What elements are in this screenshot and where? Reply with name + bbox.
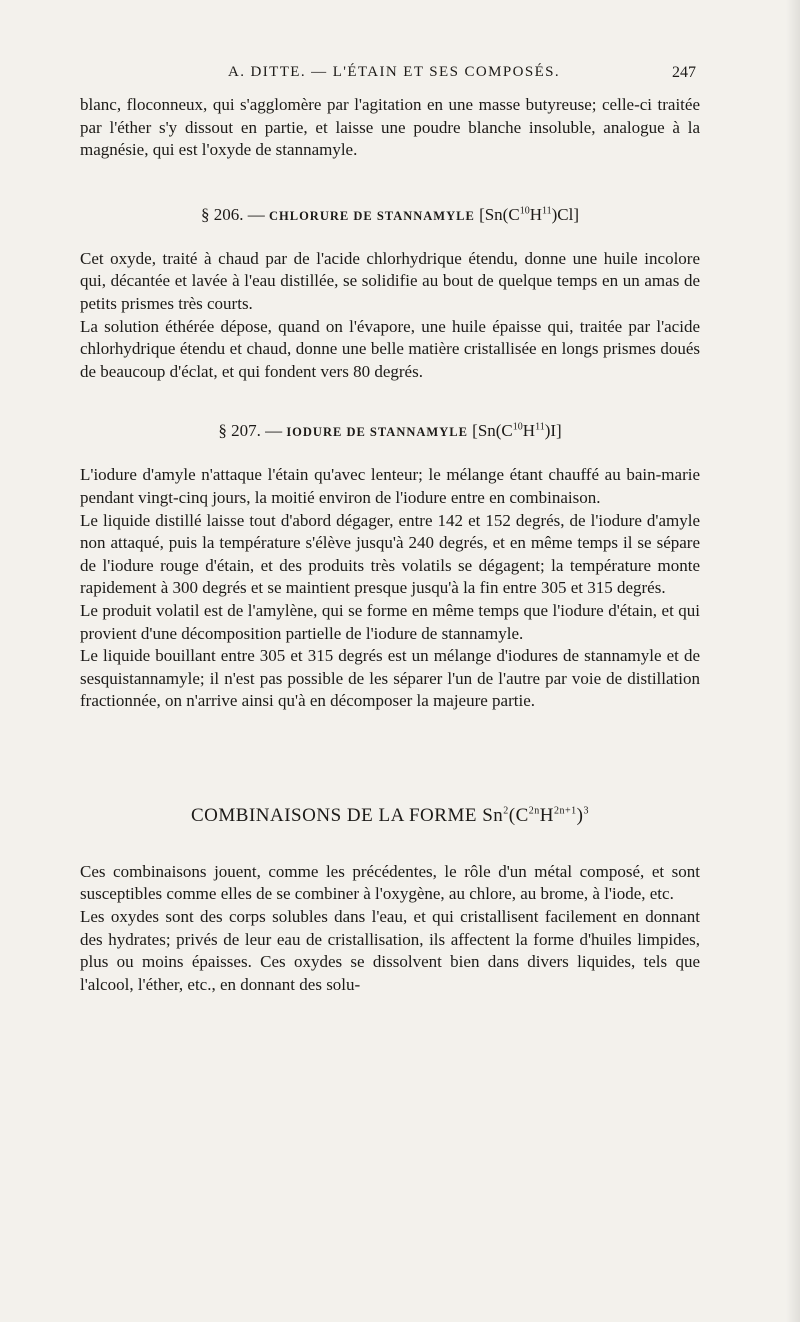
section-206-paragraph-2: La solution éthérée dépose, quand on l'évapore, une huile épaisse qui, traitée par l'acide chlorhydrique étendu et chaud, donne une belle matière cristallisée en longs prismes doués de beaucoup d'éclat, et qui fondent vers 80 degrés. xyxy=(80,316,700,381)
combinaisons-paragraph-2: Les oxydes sont des corps solubles dans l'eau, et qui cristallisent facilement en donnant des hydrates; privés de leur eau de cristallisation, ils affectent la forme d'huiles limpides, plus ou moins épaisses. Ces oxydes se dissolvent bien dans divers liquides, tels que l'alcool, l'éther, etc., en donnant des solu- xyxy=(80,907,700,994)
page-number: 247 xyxy=(672,64,696,81)
section-206-title: CHLORURE DE STANNAMYLE xyxy=(268,208,475,223)
section-207-formula: $[Sn(C^{10}H^{11})I]$ xyxy=(472,421,562,441)
page-edge-shadow xyxy=(786,0,800,1322)
section-206-number: § 206. — xyxy=(200,204,265,224)
section-207-paragraph-3: Le produit volatil est de l'amylène, qui se forme en même temps que l'iodure d'étain, et qui provient d'une décomposition partielle de l'iodure de stannamyle. xyxy=(80,600,700,643)
section-207-title: IODURE DE STANNAMYLE xyxy=(286,425,468,440)
combinaisons-heading: COMBINAISONS DE LA FORME $Sn^2(C^{2n}H^{2n+1})^3$ xyxy=(191,804,589,826)
section-207-heading xyxy=(80,419,700,444)
section-207-paragraph-4: Le liquide bouillant entre 305 et 315 degrés est un mélange d'iodures de stannamyle et de sesquistannamyle; il n'est pas possible de les séparer l'un de l'autre par voie de distillation fractionnée, on n'arrive ainsi qu'à en décomposer la majeure partie. xyxy=(80,646,700,711)
intro-paragraph: blanc, floconneux, qui s'agglomère par l'agitation en une masse butyreuse; celle-ci traitée par l'éther s'y dissout en partie, et laisse une poudre blanche insoluble, analogue à la magnésie, qui est l'oxyde de stannamyle. xyxy=(80,95,700,160)
section-207-number: § 207. — xyxy=(218,421,283,441)
section-206-heading xyxy=(80,203,700,228)
section-206-paragraph-1: Cet oxyde, traité à chaud par de l'acide chlorhydrique étendu, donne une huile incolore qui, décantée et lavée à l'eau distillée, se solidifie au bout de quelque temps en un amas de petits prismes très courts. xyxy=(80,248,700,313)
section-207-paragraph-2: Le liquide distillé laisse tout d'abord dégager, entre 142 et 152 degrés, de l'iodure d'amyle non attaqué, puis la température s'élève jusqu'à 240 degrés, et en même temps il se sépare de l'iodure rouge d'étain, et des produits très volatils se dégagent; la température monte rapidement à 300 degrés et se maintient presque jusqu'à la fin entre 305 et 315 degrés. xyxy=(80,510,700,598)
section-207-paragraph-1: L'iodure d'amyle n'attaque l'étain qu'avec lenteur; le mélange étant chauffé au bain-marie pendant vingt-cinq jours, la moitié environ de l'iodure entre en combinaison. xyxy=(80,465,700,507)
page-header xyxy=(0,64,800,90)
body-text xyxy=(80,94,700,996)
running-head: A. DITTE. — L'ÉTAIN ET SES COMPOSÉS. xyxy=(228,64,561,80)
section-206-formula: $[Sn(C^{10}H^{11})Cl]$ xyxy=(479,204,579,224)
combinaisons-paragraph-1: Ces combinaisons jouent, comme les précédentes, le rôle d'un métal composé, et sont susceptibles comme elles de se combiner à l'oxygène, au chlore, au brome, à l'iode, etc. xyxy=(80,861,700,904)
